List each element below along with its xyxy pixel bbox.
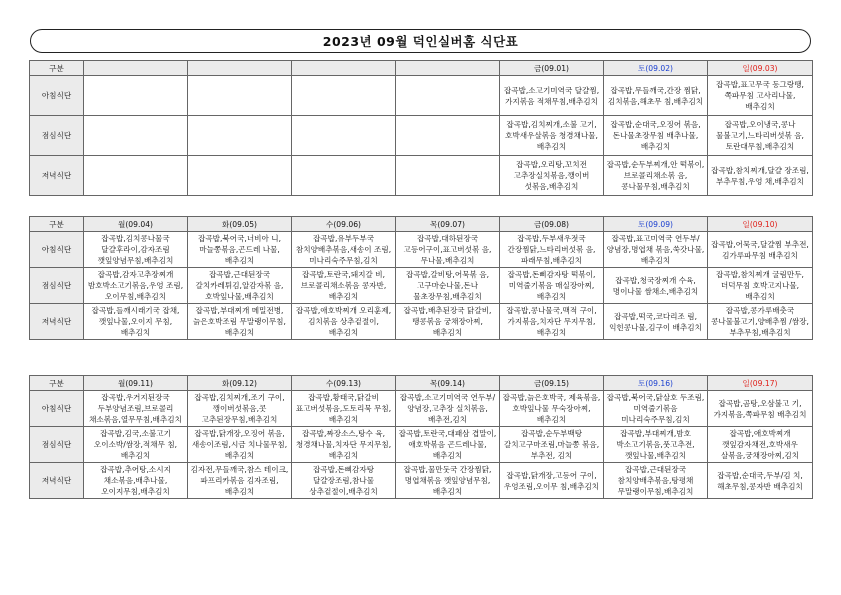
day-header	[84, 61, 188, 76]
lunch-menu-cell: 잡곡밥,짜장소스,탕수 육,청경채나물,치자단 무지무침,배추김치	[292, 427, 396, 463]
dinner-menu-cell: 잡곡밥,물만둣국 간장찜닭,명엽채볶음 깻잎양념무침,배추김치	[396, 463, 500, 499]
day-header: 일(09.10)	[708, 217, 813, 232]
breakfast-menu-cell	[188, 76, 292, 116]
breakfast-label: 아침식단	[30, 76, 84, 116]
breakfast-menu-cell: 잡곡밥,늙은호박국, 제육볶음,호박잎나물 무숙장아찌,배추김치	[500, 391, 604, 427]
header-label: 구분	[30, 376, 84, 391]
dinner-menu-cell: 잡곡밥,콩가루배춧국 콩나물불고기,양배추찜 /쌈장,부추무침,배추김치	[708, 304, 813, 340]
breakfast-menu-cell: 잡곡밥,표고미역국 연두부/양념장,명엽채 볶음,쑥갓나물,배추김치	[604, 232, 708, 268]
lunch-menu-cell: 잡곡밥,오이냉국,콩나 물불고기,느타리버섯볶 음,토란대무침,배추김치	[708, 116, 813, 156]
dinner-label: 저녁식단	[30, 156, 84, 196]
breakfast-menu-cell	[396, 76, 500, 116]
dinner-menu-cell	[84, 156, 188, 196]
dinner-menu-cell: 잡곡밥,근대된장국 참치양배추볶음,탕평채 무말랭이무침,배추김치	[604, 463, 708, 499]
lunch-menu-cell: 잡곡밥,근대된장국 갈치카레튀김,알감자볶 음,호박잎나물,배추김치	[188, 268, 292, 304]
day-header: 금(09.08)	[500, 217, 604, 232]
lunch-menu-cell: 잡곡밥,감자고추장찌개 밤호박소고기볶음,우엉 조림,오이무침,배추김치	[84, 268, 188, 304]
header-row	[30, 376, 813, 391]
day-header: 월(09.11)	[84, 376, 188, 391]
breakfast-menu-cell: 잡곡밥,어묵국,달걀찜 부추전,김가루파무침 배추김치	[708, 232, 813, 268]
dinner-menu-cell: 잡곡밥,돈삐감자탕 달걀장조림,참나물 상추겉절이,배추김치	[292, 463, 396, 499]
header-row	[30, 61, 813, 76]
breakfast-menu-cell: 잡곡밥,소고기미역국 달걀찜,가지볶음 적채무침,배추김치	[500, 76, 604, 116]
breakfast-menu-cell: 잡곡밥,두부새우젓국 간장찜닭,느타리버섯볶 음,파래무침,배추김치	[500, 232, 604, 268]
day-header: 월(09.04)	[84, 217, 188, 232]
dinner-row	[30, 156, 813, 196]
day-header: 금(09.15)	[500, 376, 604, 391]
dinner-menu-cell: 잡곡밥,추어탕,소시지 채소볶음,배추나물, 오이지무침,배추김치	[84, 463, 188, 499]
breakfast-menu-cell: 잡곡밥,표고무국 동그랑땡,쪽파무침 고사리나물,배추김치	[708, 76, 813, 116]
week-3-table	[29, 375, 813, 499]
day-header	[396, 61, 500, 76]
breakfast-label: 아침식단	[30, 232, 84, 268]
dinner-menu-cell: 잡곡밥,순두부찌개,안 떡볶이,브로콜리채소볶 음,콩나물무침,배추김치	[604, 156, 708, 196]
day-header: 수(09.06)	[292, 217, 396, 232]
header-label: 구분	[30, 61, 84, 76]
breakfast-menu-cell: 잡곡밥,대하된장국 고등어구이,표고버섯볶 음,무나물,배추김치	[396, 232, 500, 268]
dinner-row	[30, 463, 813, 499]
lunch-menu-cell: 잡곡밥,토란국,돼지갈 비,브로콜리채소볶음 콩자반,배추김치	[292, 268, 396, 304]
dinner-menu-cell: 잡곡밥,참치찌개,달걀 장조림,부추무침,우엉 채,배추김치	[708, 156, 813, 196]
dinner-menu-cell: 잡곡밥,오리탕,꼬치전 고추장실치볶음,깽이버 섯볶음,배추김치	[500, 156, 604, 196]
lunch-menu-cell	[396, 116, 500, 156]
lunch-menu-cell: 잡곡밥,청국장찌개 수육,명이나물 쌈채소,배추김치	[604, 268, 708, 304]
dinner-menu-cell: 잡곡밥,부대찌개 메밀전병,늙은호박조림 무말랭이무침,배추김치	[188, 304, 292, 340]
breakfast-menu-cell: 잡곡밥,무들깨국,간장 찜닭,김치볶음,해초무 침,배추김치	[604, 76, 708, 116]
lunch-menu-cell: 잡곡밥,김치찌개,소불 고기,호박새우살볶음 청경채나물,배추김치	[500, 116, 604, 156]
day-header: 일(09.03)	[708, 61, 813, 76]
dinner-menu-cell	[188, 156, 292, 196]
dinner-row	[30, 304, 813, 340]
day-header: 금(09.01)	[500, 61, 604, 76]
day-header: 수(09.13)	[292, 376, 396, 391]
page-title: 2023년 09월 덕인실버홈 식단표	[322, 34, 519, 49]
day-header: 일(09.17)	[708, 376, 813, 391]
lunch-menu-cell: 잡곡밥,김국,소불고기 오이소박/쌈장,적채무 침,배추김치	[84, 427, 188, 463]
week-2-table	[29, 216, 813, 340]
dinner-menu-cell: 잡곡밥,닭개장,고등어 구이,우엉조림,오이무 침,배추김치	[500, 463, 604, 499]
lunch-menu-cell: 잡곡밥,토란국,대패삼 겹말이,애호박볶음 곤드레나물,배추김치	[396, 427, 500, 463]
dinner-menu-cell	[396, 156, 500, 196]
lunch-menu-cell: 잡곡밥,돈삐감자탕 떡볶이,미역줄기볶음 매실장아찌,배추김치	[500, 268, 604, 304]
breakfast-menu-cell	[292, 76, 396, 116]
lunch-label: 점심식단	[30, 427, 84, 463]
header-label: 구분	[30, 217, 84, 232]
breakfast-menu-cell: 잡곡밥,우거지된장국 두부양념조림,브로콜리 채소볶음,열무무침,배추김치	[84, 391, 188, 427]
dinner-menu-cell: 잡곡밥,순대국,두부/김 치,해초무침,콩자반 배추김치	[708, 463, 813, 499]
day-header	[292, 61, 396, 76]
breakfast-menu-cell	[84, 76, 188, 116]
day-header: 화(09.12)	[188, 376, 292, 391]
week-1-table	[29, 60, 813, 196]
lunch-menu-cell: 잡곡밥,닭개장,오징어 볶음,새송이조림,시금 치나물무침,배추김치	[188, 427, 292, 463]
dinner-menu-cell: 잡곡밥,떡국,코다리조 림,익힌콩나물,김구이 배추김치	[604, 304, 708, 340]
lunch-label: 점심식단	[30, 268, 84, 304]
breakfast-menu-cell: 잡곡밥,김치콩나물국 달걀후라이,감자조림 깻잎양념무침,배추김치	[84, 232, 188, 268]
lunch-row	[30, 116, 813, 156]
breakfast-menu-cell: 잡곡밥,북어국,너비아 니,마늘쫑볶음,곤드레 나물,배추김치	[188, 232, 292, 268]
breakfast-menu-cell: 잡곡밥,소고기미역국 연두부/양념장,고추장 실치볶음,배추전,김치	[396, 391, 500, 427]
lunch-menu-cell: 잡곡밥,부대찌개,밤호 박소고기볶음,풋고추전, 깻잎나물,배추김치	[604, 427, 708, 463]
lunch-label: 점심식단	[30, 116, 84, 156]
breakfast-row	[30, 76, 813, 116]
lunch-row	[30, 427, 813, 463]
dinner-menu-cell: 잡곡밥,애호박찌개 오리훈제,김치볶음 상추겉절이,배추김치	[292, 304, 396, 340]
title-banner	[30, 29, 811, 53]
day-header: 토(09.16)	[604, 376, 708, 391]
lunch-menu-cell	[84, 116, 188, 156]
lunch-menu-cell: 잡곡밥,애호박찌개 깻잎감자채전,호박새우 살볶음,궁채장아찌,김치	[708, 427, 813, 463]
breakfast-menu-cell: 잡곡밥,황태국,닭갈비 표고버섯볶음,도토리묵 무침,배추김치	[292, 391, 396, 427]
lunch-row	[30, 268, 813, 304]
breakfast-menu-cell: 잡곡밥,곰탕,오삼불고 기,가지볶음,쪽파무침 배추김치	[708, 391, 813, 427]
lunch-menu-cell: 잡곡밥,갈비탕,어묵볶 음,고구마순나물,돈나 물초장무침,배추김치	[396, 268, 500, 304]
dinner-menu-cell: 잡곡밥,콩나물국,맥적 구이,가지볶음,치자단 무지무침,배추김치	[500, 304, 604, 340]
header-row	[30, 217, 813, 232]
day-header: 토(09.09)	[604, 217, 708, 232]
dinner-menu-cell: 김자전,무들깨국,참스 테이크,파프리카볶음 김자조림,배추김치	[188, 463, 292, 499]
day-header	[188, 61, 292, 76]
breakfast-menu-cell: 잡곡밥,북어국,닭살호 두조림,미역줄기볶음 미나리숙주무침,김치	[604, 391, 708, 427]
breakfast-row	[30, 232, 813, 268]
lunch-menu-cell: 잡곡밥,참치찌개 굴림만두,더덕무침 호박고지나물,배추김치	[708, 268, 813, 304]
lunch-menu-cell: 잡곡밥,순대국,오징어 볶음,돈나물초장무침 배추나물,배추김치	[604, 116, 708, 156]
lunch-menu-cell	[292, 116, 396, 156]
day-header: 목(09.07)	[396, 217, 500, 232]
dinner-label: 저녁식단	[30, 304, 84, 340]
day-header: 목(09.14)	[396, 376, 500, 391]
lunch-menu-cell: 잡곡밥,순두부백탕 갈치고구마조림,마늘쫑 볶음,부추전, 김치	[500, 427, 604, 463]
dinner-label: 저녁식단	[30, 463, 84, 499]
breakfast-menu-cell: 잡곡밥,김치찌개,조기 구이,깽이버섯볶음,콧 고추된장무침,배추김치	[188, 391, 292, 427]
breakfast-menu-cell: 잡곡밥,유부두부국 참치양배추볶음,새송이 조림,미나리숙주무침,김치	[292, 232, 396, 268]
dinner-menu-cell	[292, 156, 396, 196]
lunch-menu-cell	[188, 116, 292, 156]
day-header: 화(09.05)	[188, 217, 292, 232]
day-header: 토(09.02)	[604, 61, 708, 76]
dinner-menu-cell: 잡곡밥,배추된장국 닭갈비,땡콩볶음 궁채장아찌,배추김치	[396, 304, 500, 340]
breakfast-label: 아침식단	[30, 391, 84, 427]
dinner-menu-cell: 잡곡밥,들깨시래기국 잡채,깻잎나물,오이지 무침,배추김치	[84, 304, 188, 340]
breakfast-row	[30, 391, 813, 427]
